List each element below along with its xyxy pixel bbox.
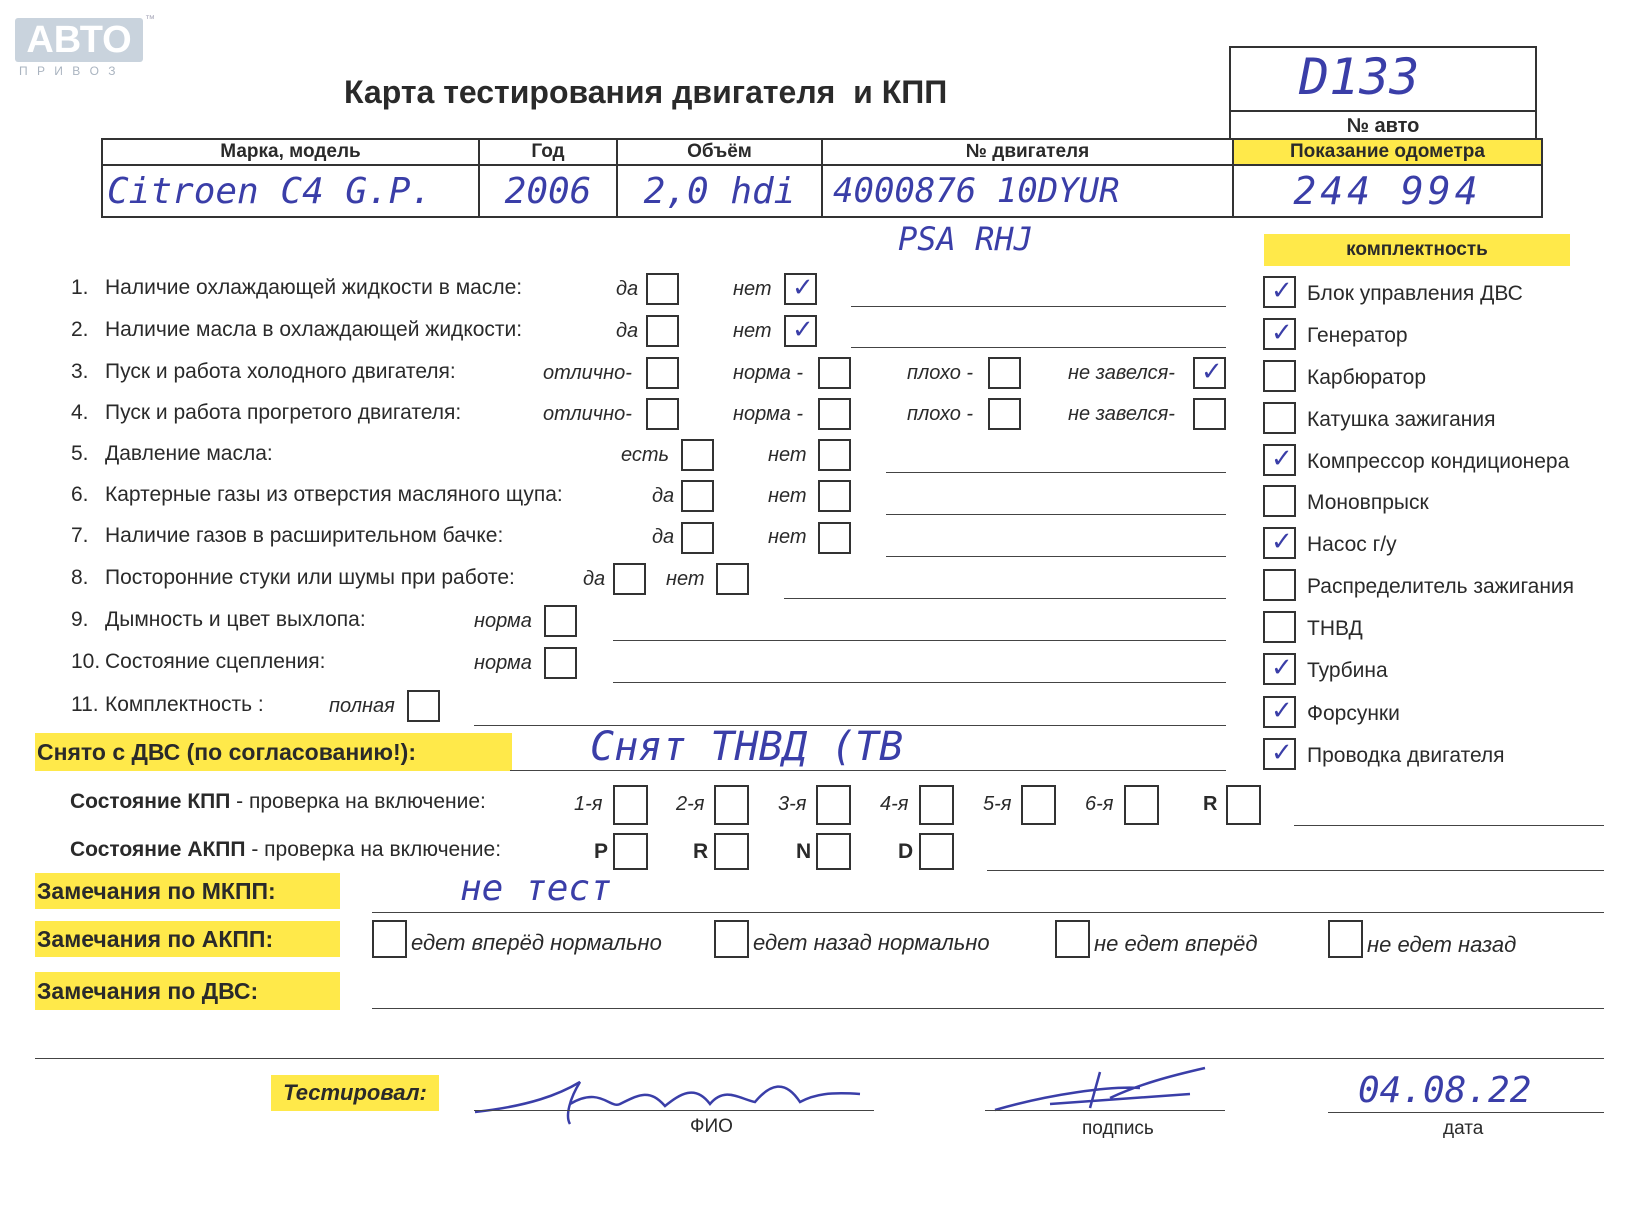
date-line: [1328, 1112, 1604, 1113]
comp-injectors-checkbox[interactable]: [1263, 696, 1296, 728]
q8-opt-da-label: да: [583, 568, 606, 590]
akpp-gear-p-label: P: [594, 840, 609, 863]
q6-opt-da-checkbox[interactable]: [681, 480, 714, 512]
question-1-text: Наличие охлаждающей жидкости в масле:: [105, 276, 523, 299]
logo-tm: ™: [145, 14, 155, 25]
checkmark-icon: ✓: [1271, 653, 1293, 683]
comp-ecu-checkbox[interactable]: [1263, 276, 1296, 308]
comp-injectors-label: Форсунки: [1307, 702, 1400, 725]
q9-opt-normal-label: норма: [474, 610, 532, 632]
comp-generator-checkbox[interactable]: [1263, 318, 1296, 350]
q4-opt-normal-label: норма -: [733, 403, 804, 425]
q4-opt-bad-checkbox[interactable]: [988, 398, 1021, 430]
comp-distributor-checkbox[interactable]: [1263, 569, 1296, 601]
section-divider-line: [35, 1058, 1604, 1059]
q3-opt-bad-checkbox[interactable]: [988, 357, 1021, 389]
header-value-year: 2006: [479, 165, 617, 217]
question-11-text: Комплектность :: [105, 693, 264, 716]
kpp-gear-2-label: 2-я: [676, 793, 705, 815]
header-value-volume: 2,0 hdi: [617, 165, 822, 217]
header-value-engine: 4000876 10DYUR: [822, 165, 1233, 217]
kpp-label-rest: - проверка на включение:: [230, 790, 486, 813]
akpp-no-forward-checkbox[interactable]: [1055, 920, 1090, 958]
kpp-gear-3-checkbox[interactable]: [816, 785, 851, 825]
q4-opt-bad-label: плохо -: [907, 403, 974, 425]
q6-opt-net-label: нет: [768, 485, 807, 507]
signature-handwriting: [990, 1064, 1220, 1120]
page-title: Карта тестирования двигателя и КПП: [344, 74, 948, 110]
kpp-gear-1-checkbox[interactable]: [613, 785, 648, 825]
kpp-gear-2-checkbox[interactable]: [714, 785, 749, 825]
removed-line: [510, 770, 1226, 771]
kpp-gear-5-label: 5-я: [983, 793, 1012, 815]
q10-opt-normal-label: норма: [474, 652, 532, 674]
akpp-forward-ok-checkbox[interactable]: [372, 920, 407, 958]
checkmark-icon: ✓: [1271, 444, 1293, 474]
akpp-label-bold: Состояние АКПП: [70, 838, 246, 861]
comp-distributor-label: Распределитель зажигания: [1307, 575, 1575, 598]
q9-opt-normal-checkbox[interactable]: [544, 605, 577, 637]
q4-opt-excellent-label: отлично-: [543, 403, 632, 425]
comp-ps-pump-checkbox[interactable]: [1263, 527, 1296, 559]
q7-note-line: [886, 556, 1226, 557]
comp-monoinjection-checkbox[interactable]: [1263, 485, 1296, 517]
question-9-num: 9.: [71, 608, 89, 631]
q3-opt-normal-checkbox[interactable]: [818, 357, 851, 389]
kpp-gear-5-checkbox[interactable]: [1021, 785, 1056, 825]
q11-opt-full-checkbox[interactable]: [407, 690, 440, 722]
signature-label: подпись: [1082, 1118, 1154, 1139]
car-number-value: D133: [1299, 48, 1420, 106]
akpp-no-backward-label: не едет назад: [1367, 932, 1517, 957]
question-8-text: Посторонние стуки или шумы при работе:: [105, 566, 515, 589]
kpp-label-bold: Состояние КПП: [70, 790, 231, 813]
akpp-no-backward-checkbox[interactable]: [1328, 920, 1363, 958]
q10-note-line: [613, 682, 1226, 683]
header-label-year: Год: [479, 139, 617, 165]
question-10-text: Состояние сцепления:: [105, 650, 326, 673]
q5-note-line: [886, 472, 1226, 473]
header-label-engine: № двигателя: [822, 139, 1233, 165]
fio-handwriting-stroke: [475, 1082, 860, 1124]
question-11-num: 11.: [71, 693, 99, 716]
question-3-text: Пуск и работа холодного двигателя:: [105, 360, 456, 383]
kpp-gear-3-label: 3-я: [778, 793, 807, 815]
signature-line: [985, 1110, 1225, 1111]
remarks-dvs-line: [372, 1008, 1604, 1009]
q2-opt-net-label: нет: [733, 320, 772, 342]
comp-turbine-label: Турбина: [1307, 659, 1388, 682]
akpp-gear-d-checkbox[interactable]: [919, 833, 954, 870]
comp-tnvd-checkbox[interactable]: [1263, 611, 1296, 643]
akpp-gear-d-label: D: [898, 840, 914, 863]
remarks-dvs-label: Замечания по ДВС:: [35, 972, 340, 1010]
comp-wiring-label: Проводка двигателя: [1307, 744, 1505, 767]
q2-note-line: [851, 347, 1226, 348]
question-1-num: 1.: [71, 276, 89, 299]
kpp-label: [70, 790, 486, 814]
q11-opt-full-label: полная: [329, 695, 395, 717]
checkmark-icon: ✓: [1271, 527, 1293, 557]
akpp-note-line: [987, 870, 1604, 871]
q8-opt-net-checkbox[interactable]: [716, 563, 749, 595]
akpp-forward-ok-label: едет вперёд нормально: [411, 930, 662, 955]
fio-line: [474, 1110, 874, 1111]
q3-opt-nostart-checkbox[interactable]: [1193, 357, 1226, 389]
kpp-gear-4-checkbox[interactable]: [919, 785, 954, 825]
q5-opt-no-checkbox[interactable]: [818, 439, 851, 471]
q4-opt-excellent-checkbox[interactable]: [646, 398, 679, 430]
question-2-num: 2.: [71, 318, 89, 341]
q1-opt-da-checkbox[interactable]: [646, 273, 679, 305]
comp-carburetor-label: Карбюратор: [1307, 366, 1427, 389]
q2-opt-net-checkbox[interactable]: [784, 315, 817, 347]
q7-opt-net-checkbox[interactable]: [818, 522, 851, 554]
logo-text: АВТО: [15, 18, 143, 62]
question-7-num: 7.: [71, 524, 89, 547]
q3-opt-excellent-checkbox[interactable]: [646, 357, 679, 389]
akpp-label: [70, 838, 501, 862]
q3-opt-bad-label: плохо -: [907, 362, 974, 384]
kpp-gear-4-label: 4-я: [880, 793, 909, 815]
q1-opt-net-checkbox[interactable]: [784, 273, 817, 305]
comp-ps-pump-label: Насос г/у: [1307, 533, 1397, 556]
checkmark-icon: ✓: [1271, 738, 1293, 768]
signature-handwriting-stroke: [995, 1068, 1205, 1110]
q8-note-line: [784, 598, 1226, 599]
comp-carburetor-checkbox[interactable]: [1263, 360, 1296, 392]
q6-note-line: [886, 514, 1226, 515]
car-number-label: № авто: [1231, 110, 1535, 140]
header-value-make: Citroen C4 G.P.: [102, 165, 479, 217]
akpp-gear-n-label: N: [796, 840, 812, 863]
vehicle-header-table: [101, 138, 1543, 218]
kpp-gear-6-checkbox[interactable]: [1124, 785, 1159, 825]
akpp-gear-r-label: R: [693, 840, 709, 863]
q4-opt-nostart-label: не завелся-: [1068, 403, 1175, 425]
header-label-make: Марка, модель: [102, 139, 479, 165]
question-7-text: Наличие газов в расширительном бачке:: [105, 524, 504, 547]
akpp-backward-ok-label: едет назад нормально: [753, 930, 990, 955]
question-8-num: 8.: [71, 566, 89, 589]
q10-opt-normal-checkbox[interactable]: [544, 647, 577, 679]
akpp-gear-n-checkbox[interactable]: [816, 833, 851, 870]
q4-opt-nostart-checkbox[interactable]: [1193, 398, 1226, 430]
q1-opt-net-label: нет: [733, 278, 772, 300]
car-number-box: [1229, 46, 1537, 138]
q1-opt-da-label: да: [616, 278, 639, 300]
header-value-odometer: 244 994: [1233, 165, 1542, 217]
checkmark-icon: ✓: [792, 315, 814, 345]
question-6-num: 6.: [71, 483, 89, 506]
logo: [15, 14, 155, 78]
comp-wiring-checkbox[interactable]: [1263, 738, 1296, 770]
q3-opt-nostart-label: не завелся-: [1068, 362, 1175, 384]
question-5-num: 5.: [71, 442, 89, 465]
q3-opt-normal-label: норма -: [733, 362, 804, 384]
fio-handwriting: [470, 1064, 870, 1134]
date-label: дата: [1443, 1118, 1484, 1139]
fio-label: ФИО: [690, 1116, 733, 1137]
kpp-gear-r-checkbox[interactable]: [1226, 785, 1261, 825]
comp-ecu-label: Блок управления ДВС: [1307, 282, 1523, 305]
q5-opt-yes-label: есть: [621, 444, 670, 466]
remarks-mkpp-label: Замечания по МКПП:: [35, 873, 340, 909]
removed-value: Снят ТНВД (ТВ: [590, 724, 904, 770]
q3-opt-excellent-label: отлично-: [543, 362, 632, 384]
q5-opt-no-label: нет: [768, 444, 807, 466]
akpp-backward-ok-checkbox[interactable]: [714, 920, 749, 958]
q8-opt-da-checkbox[interactable]: [613, 563, 646, 595]
comp-ignition-coil-label: Катушка зажигания: [1307, 408, 1496, 431]
header-label-volume: Объём: [617, 139, 822, 165]
comp-turbine-checkbox[interactable]: [1263, 653, 1296, 685]
q2-opt-da-label: да: [616, 320, 639, 342]
remarks-mkpp-line: [372, 912, 1604, 913]
checkmark-icon: ✓: [1271, 696, 1293, 726]
akpp-no-forward-label: не едет вперёд: [1094, 931, 1258, 956]
comp-tnvd-label: ТНВД: [1307, 617, 1363, 640]
kpp-gear-r-label: R: [1203, 793, 1218, 815]
q4-opt-normal-checkbox[interactable]: [818, 398, 851, 430]
remarks-mkpp-value: не тест: [460, 868, 612, 909]
remarks-akpp-label: Замечания по АКПП:: [35, 921, 340, 957]
q5-opt-yes-checkbox[interactable]: [681, 439, 714, 471]
comp-ac-compressor-checkbox[interactable]: [1263, 444, 1296, 476]
header-label-odometer: Показание одометра: [1233, 139, 1542, 165]
comp-ac-compressor-label: Компрессор кондиционера: [1307, 450, 1570, 473]
q8-opt-net-label: нет: [666, 568, 705, 590]
kpp-gear-6-label: 6-я: [1085, 793, 1114, 815]
question-4-num: 4.: [71, 401, 89, 424]
question-9-text: Дымность и цвет выхлопа:: [105, 608, 366, 631]
akpp-gear-p-checkbox[interactable]: [613, 833, 648, 870]
q9-note-line: [613, 640, 1226, 641]
question-4-text: Пуск и работа прогретого двигателя:: [105, 401, 462, 424]
question-2-text: Наличие масла в охлаждающей жидкости:: [105, 318, 523, 341]
question-5-text: Давление масла:: [105, 442, 273, 465]
kpp-note-line: [1294, 825, 1604, 826]
question-6-text: Картерные газы из отверстия масляного щупа:: [105, 483, 563, 506]
question-3-num: 3.: [71, 360, 89, 383]
q7-opt-net-label: нет: [768, 526, 807, 548]
checkmark-icon: ✓: [1271, 318, 1293, 348]
comp-monoinjection-label: Моновпрыск: [1307, 491, 1429, 514]
q6-opt-da-label: да: [652, 485, 675, 507]
comp-ignition-coil-checkbox[interactable]: [1263, 402, 1296, 434]
tested-label: Тестировал:: [271, 1075, 439, 1111]
question-10-num: 10.: [71, 650, 101, 673]
q2-opt-da-checkbox[interactable]: [646, 315, 679, 347]
checkmark-icon: ✓: [1201, 357, 1223, 387]
date-value: 04.08.22: [1358, 1070, 1532, 1111]
q1-note-line: [851, 306, 1226, 307]
akpp-gear-r-checkbox[interactable]: [714, 833, 749, 870]
checkmark-icon: ✓: [792, 273, 814, 303]
q7-opt-da-label: да: [652, 526, 675, 548]
q7-opt-da-checkbox[interactable]: [681, 522, 714, 554]
engine-code-note: PSA RHJ: [898, 220, 1033, 258]
removed-label: Снято с ДВС (по согласованию!):: [35, 733, 512, 771]
comp-generator-label: Генератор: [1307, 324, 1408, 347]
completeness-title: комплектность: [1264, 234, 1570, 266]
q6-opt-net-checkbox[interactable]: [818, 480, 851, 512]
checkmark-icon: ✓: [1271, 276, 1293, 306]
akpp-label-rest: - проверка на включение:: [245, 838, 502, 861]
logo-sub: П Р И В О З: [19, 64, 119, 78]
kpp-gear-1-label: 1-я: [574, 793, 603, 815]
